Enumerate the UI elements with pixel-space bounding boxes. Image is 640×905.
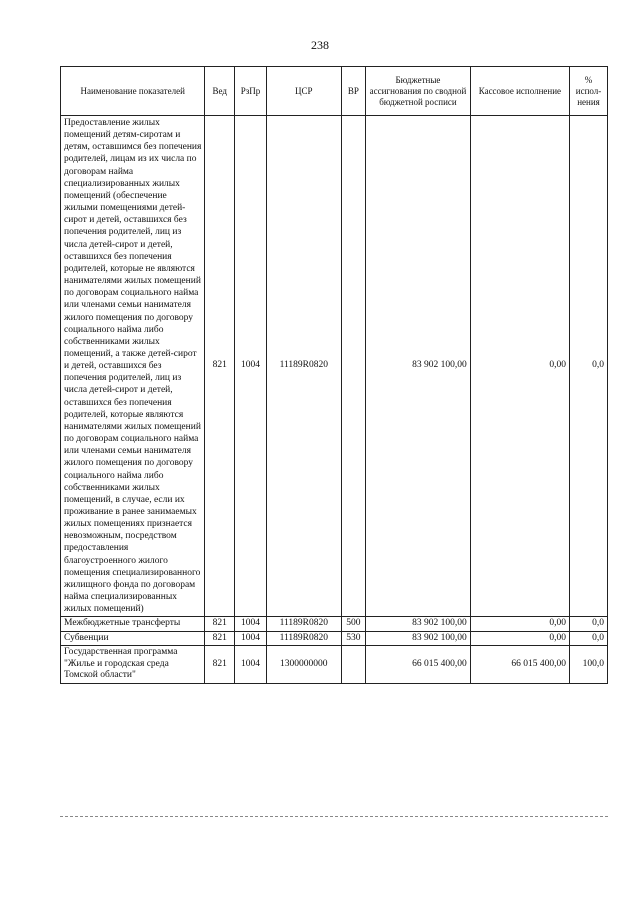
header-cash-execution: Кассовое исполнение [470, 67, 569, 116]
row-csr: 11189R0820 [266, 631, 341, 646]
row-csr: 1300000000 [266, 646, 341, 684]
header-rzpr: РзПр [235, 67, 267, 116]
row-name: Государственная программа "Жилье и городская среда Томской области" [61, 646, 205, 684]
row-vr [341, 116, 366, 617]
row-ved: 821 [205, 646, 235, 684]
row-name: Межбюджетные трансферты [61, 617, 205, 632]
page-cut-line [60, 816, 608, 817]
row-percent: 100,0 [570, 646, 608, 684]
row-assignments: 83 902 100,00 [366, 116, 470, 617]
page-number: 238 [311, 38, 329, 52]
row-rzpr: 1004 [235, 631, 267, 646]
table-row [61, 617, 608, 632]
row-percent: 0,0 [570, 631, 608, 646]
header-indicator-name: Наименование показателей [61, 67, 205, 116]
row-ved: 821 [205, 617, 235, 632]
header-csr: ЦСР [266, 67, 341, 116]
row-percent: 0,0 [570, 116, 608, 617]
table-header-row [61, 67, 608, 116]
row-ved: 821 [205, 116, 235, 617]
row-cash-execution: 0,00 [470, 116, 569, 617]
row-assignments: 83 902 100,00 [366, 631, 470, 646]
row-ved: 821 [205, 631, 235, 646]
table-row [61, 631, 608, 646]
row-assignments: 83 902 100,00 [366, 617, 470, 632]
header-budget-assignments: Бюджетные ассигнования по сводной бюджетной росписи [366, 67, 470, 116]
row-rzpr: 1004 [235, 646, 267, 684]
row-percent: 0,0 [570, 617, 608, 632]
row-assignments: 66 015 400,00 [366, 646, 470, 684]
row-cash-execution: 0,00 [470, 631, 569, 646]
row-vr: 530 [341, 631, 366, 646]
row-vr [341, 646, 366, 684]
row-name: Предоставление жилых помещений детям-сиротам и детям, оставшимся без попечения родителей, лицам из их числа по договорам найма специализированных жилых помещений (обеспечение жилыми помещениями детей-сирот и детей, оставшихся без попечения родителей, лиц из числа детей-сирот и детей, оставшихся без попечения родителей, которые не являются нанимателями жилых помещений по договорам социального найма или членами семьи нанимателя жилого помещения по договору социального найма либо собственниками жилых помещений, а также детей-сирот и детей, оставшихся без попечения родителей, лиц из числа детей-сирот и детей, оставшихся без попечения родителей, которые являются нанимателями жилых помещений по договорам социального найма или членами семьи нанимателя жилого помещения по договору социального найма либо собственниками жилых помещений, в случае, если их проживание в ранее занимаемых жилых помещениях признается невозможным, посредством предоставления благоустроенного жилого помещения специализированного жилищного фонда по договорам найма специализированных жилых помещений) [61, 116, 205, 617]
budget-table [60, 66, 608, 684]
header-execution-percent: % испол-нения [570, 67, 608, 116]
row-rzpr: 1004 [235, 116, 267, 617]
row-cash-execution: 66 015 400,00 [470, 646, 569, 684]
table-row [61, 116, 608, 617]
row-vr: 500 [341, 617, 366, 632]
row-csr: 11189R0820 [266, 617, 341, 632]
header-ved: Вед [205, 67, 235, 116]
row-rzpr: 1004 [235, 617, 267, 632]
row-cash-execution: 0,00 [470, 617, 569, 632]
row-csr: 11189R0820 [266, 116, 341, 617]
table-row [61, 646, 608, 684]
row-name: Субвенции [61, 631, 205, 646]
header-vr: ВР [341, 67, 366, 116]
